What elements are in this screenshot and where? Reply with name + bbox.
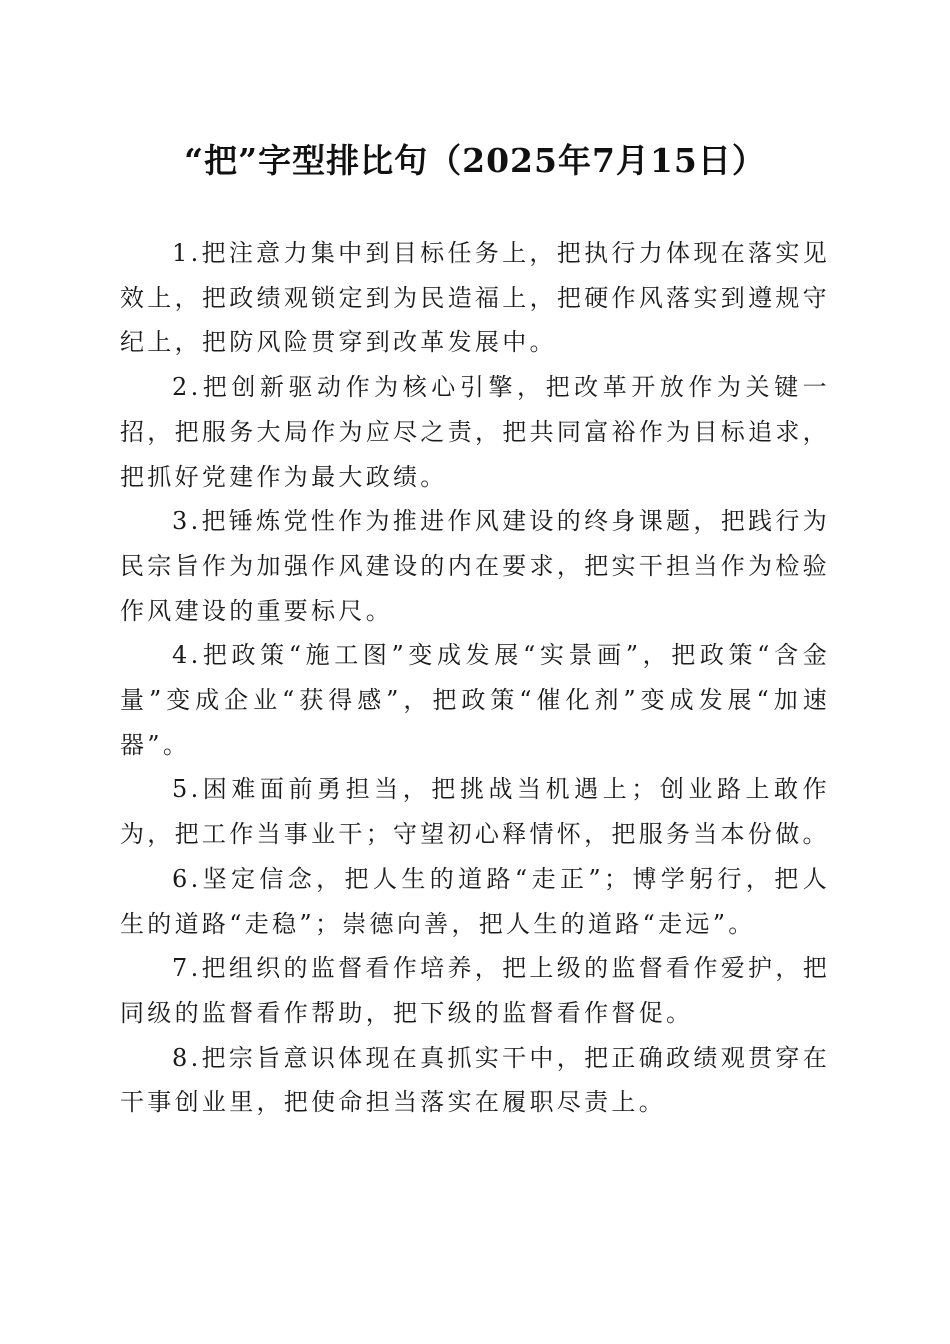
paragraph-6: 6.坚定信念，把人生的道路“走正”；博学躬行，把人生的道路“走稳”；崇德向善，把人生的道路“走远”。 (120, 864, 830, 938)
paragraph-2: 2.把创新驱动作为核心引擎，把改革开放作为关键一招，把服务大局作为应尽之责，把共同富裕作为目标追求，把抓好党建作为最大政绩。 (120, 373, 830, 491)
paragraph-1: 1.把注意力集中到目标任务上，把执行力体现在落实见效上，把政绩观锁定到为民造福上，把硬作风落实到遵规守纪上，把防风险贯穿到改革发展中。 (120, 239, 830, 357)
paragraph-8: 8.把宗旨意识体现在真抓实干中，把正确政绩观贯穿在干事创业里，把使命担当落实在履职尽责上。 (120, 1043, 830, 1117)
paragraph-7: 7.把组织的监督看作培养，把上级的监督看作爱护，把同级的监督看作帮助，把下级的监督看作督促。 (120, 954, 830, 1027)
paragraph-3: 3.把锤炼党性作为推进作风建设的终身课题，把践行为民宗旨作为加强作风建设的内在要求，把实干担当作为检验作风建设的重要标尺。 (120, 507, 830, 625)
document-body (120, 231, 830, 1125)
paragraph-4: 4.把政策“施工图”变成发展“实景画”，把政策“含金量”变成企业“获得感”，把政策“催化剂”变成发展“加速器”。 (120, 641, 830, 759)
paragraph-5: 5.困难面前勇担当，把挑战当机遇上；创业路上敢作为，把工作当事业干；守望初心释情怀，把服务当本份做。 (120, 775, 830, 849)
document-title: “把”字型排比句（2025年7月15日） (184, 141, 766, 180)
